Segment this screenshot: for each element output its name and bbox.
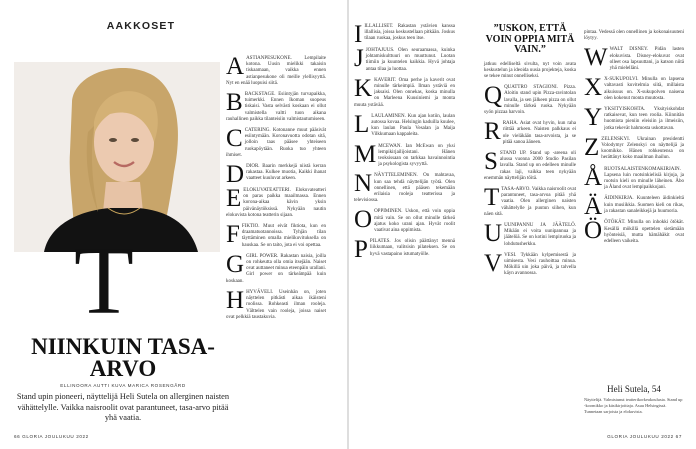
alphabet-entry (226, 161, 326, 189)
drop-letter: H (226, 286, 245, 314)
entry-text: ELOKUVATEATTERI. Elokuvateatteri on paras paikka maailmassa. Ennen korona-aikaa kävin yksin päivänäytöksissä. Nykyään nautin elokuvista kotona teatterin sijaan. (226, 188, 326, 218)
alphabet-entry (354, 236, 455, 264)
text-column-1 (226, 53, 326, 326)
alphabet-entry (484, 82, 576, 116)
drop-letter: Ä (584, 193, 603, 221)
entry-text: OPPIMINEN. Uskon, että voin oppia mitä vain. Se on ollut minulle tärkeä ajatus koko urani ajan. Hyvät roolit vaativat aina oppimista. (374, 209, 455, 234)
article-intro: Stand upin pioneeri, näyttelijä Heli Sutela on allerginen naisten vähättelylle. Vaikka naisroolit ovat parantuneet, tasa-arvo pitää yhä vaatia. (16, 392, 230, 422)
entry-text: TASA-ARVO. Vaikka naisroolit ovat parantuneet, tasa-arvoa pitää yhä vaatia. Olen allerginen naisten vähättelylle ja puutun siihen, kun näen sitä. (484, 186, 576, 217)
alphabet-entry (226, 286, 326, 321)
decorative-big-letter: T (74, 227, 134, 335)
drop-letter: Q (484, 82, 503, 110)
drop-letter: Y (584, 104, 603, 132)
drop-letter: F (226, 221, 240, 249)
entry-text: STAND UP. Stand up -areena oli alussa vuonna 2000 Studio Pasilan lavalla. Stand up on edelleen minulle rakas laji, vaikka teen nykyään enemmän näyttelijän töitä. (484, 150, 576, 181)
alphabet-entry (584, 217, 684, 245)
alphabet-entry (484, 118, 576, 146)
drop-letter: J (354, 45, 364, 72)
entry-text: KAVERIT. Oma perhe ja kaverit ovat minulle tärkeimpiä. Ilman ystäviä en jaksaisi. Olen onnekas, koska minulla on Marleena Kuusiniemi ja monta muuta ystävää. (354, 77, 455, 108)
entry-text: RAHA. Asiat ovat hyvin, kun raha riittää arkeen. Naisten palkkaus ei ole vieläkään tasa-arvoista, ja se pitää sanoa ääneen. (502, 121, 576, 145)
drop-letter: X (584, 74, 603, 102)
drop-letter: Z (584, 133, 600, 161)
entry-text: pintaa. Vedessä olen onnellinen ja kokonaisuuteni löytyy. (584, 30, 684, 42)
alphabet-entry (226, 125, 326, 159)
drop-letter: O (354, 206, 373, 234)
alphabet-entry (354, 74, 455, 109)
author-credit: ELLINOORA AUTTI KUVA MARICA ROSENGÅRD (60, 383, 186, 388)
text-column-3 (484, 24, 576, 283)
drop-letter: E (226, 185, 242, 213)
drop-letter: W (584, 44, 608, 72)
entry-text: JOHTAJUUS. Olen seuraamassa, kuinka johtamiskulttuuri on muuttunut. Luotan tiimiin ja kuuntelen kaikkia. Hyvä johtaja antaa tilaa ja luottaa. (365, 48, 455, 72)
page-gutter (347, 0, 349, 449)
entry-text: RUOTSALAISTENKOMAKIRJAIN. Lapsena luin ruotsinkielisiä kirjoja, ja ruotsin kieli on minulle läheinen. Åbo ja Åland ovat lempipaikkojani. (604, 166, 684, 191)
alphabet-entry (584, 30, 684, 42)
drop-letter: R (484, 118, 501, 146)
drop-letter: Ö (584, 217, 603, 245)
drop-letter: V (484, 249, 503, 277)
alphabet-entry (354, 110, 455, 139)
alphabet-entry (584, 133, 684, 162)
entry-text: GIRL POWER. Rakastan naisia, joilla on rohkeutta olla omia itsejään. Naiset ovat auttaneet minua eteenpäin urallani. Girl power on tärkeämpää kuin koskaan. (226, 253, 326, 284)
drop-letter: D (226, 161, 245, 189)
entry-text: X-SUKUPOLVI. Minulla on lapsena valtavasti kuvitelmia siitä, millaista aikuisuus on. X-sukupolven naisena olen kokenut monta muutosta. (604, 77, 684, 101)
alphabet-entry (484, 62, 576, 81)
alphabet-entry (584, 193, 684, 221)
alphabet-entry (484, 183, 576, 218)
text-column-2 (354, 21, 455, 264)
drop-letter: G (226, 250, 245, 278)
drop-letter: K (354, 74, 373, 102)
drop-letter: N (354, 170, 373, 198)
entry-text: MCEWAN. Ian McEwan on yksi lempikirjailijoistani. Hänen teoksissaan on tarkkaa havainnointia ja psykologista syvyyttä. (378, 143, 455, 168)
drop-letter: L (354, 110, 370, 138)
entry-text: VESI. Tykkään kylpemisestä ja uimisesta. Vesi rauhoittaa minua. Mökillä uin joka päivä, ja talvella käyn avannossa. (504, 252, 576, 277)
alphabet-entry (354, 45, 455, 73)
portrait-photo (14, 62, 220, 252)
entry-text: ÄIDINKIRJA. Kuunteleen äidinkieltä kuin musiikkia. Suomen kieli on rikas, ja rakastan sanaleikkejä ja huumoria. (604, 196, 684, 214)
alphabet-entry (226, 89, 326, 123)
entry-text: BACKSTAGE. Esiintyjän turvapaikka, tuimerkki. Ennen Ikoman suopeus tiskaisi. Vasta selvästi koskaan ei ollut valmistella valtti tuon aikana rauhallinen paikka tilanteisiin valmistautumiseen. (226, 92, 326, 122)
drop-letter: I (354, 21, 363, 48)
alphabet-entry (354, 170, 455, 204)
entry-text: FIKTIO. Muut eivät fiktiota, kun en draamatuotannoissa. Tyhjän tilan täyttäminen omalla mielikuvituksella on hauskaa. Se on taito, jota ei voi opettaa. (241, 224, 326, 248)
drop-letter: T (484, 183, 500, 211)
alphabet-entry (584, 74, 684, 102)
footer-left: 66 GLORIA JOULUKUU 2022 (14, 434, 89, 439)
person-name: Heli Sutela, 54 (607, 384, 661, 394)
entry-text: jatkuu edelliseltä sivulta, nyt voin avata keskustelun ja ideoida uusia projekteja, koska se tekee minut onnelliseksi. (484, 61, 576, 79)
entry-text: UUNIPANNU JA JÄÄTELÖ. Mikään ei voita uunipannua ja jäätelöä. Se on kotini lempiruoka ja lohdutusherkku. (504, 222, 576, 247)
entry-text: ILLALLISET. Rakastan ystävien kanssa illallisia, joissa keskustellaan pitkään. Joskus tilaan ruokaa, joskus teen itse. (364, 24, 455, 42)
entry-text: ASTIANPESUKONE. Lempilaite kotona. Uusin mielikki takaisin tiskaamaan, vaikka ennen astianpesukone oli meille ylellisyyttä. Nyt en enää luopuisi siitä. (226, 56, 326, 86)
alphabet-entry (354, 206, 455, 234)
alphabet-entry (484, 249, 576, 278)
entry-text: YKSITYISKOHTA. Yksityiskohdat ratkaisevat, kun teen roolia. Kiinnitän huomiota pieniin eleisiin ja ilmeisiin, jotka tekevät hahmosta uskottavan. (604, 107, 684, 131)
drop-letter: S (484, 147, 498, 175)
person-description: Näyttelijä. Valmistunut teatterikorkeakoulusta. Stand up -koomikko ja käsikirjoittaja. Asuu Helsingissä. Tunnetaan sarjoista ja elokuvista. (584, 397, 683, 414)
alphabet-entry (584, 44, 684, 72)
entry-text: ZELENSKYI. Ukrainan presidentti Volodymyr Zelenskyi on näyttelijä ja koomikko. Hänen rohkeutensa on herättänyt koko maailman ihailun. (601, 136, 684, 161)
alphabet-entry (226, 250, 326, 285)
alphabet-entry (226, 221, 326, 249)
entry-text: CATERING. Kotonanne muut pääsivät esiintymään. Koronavuotta odotan sitä, jolloin taas pääsee yhteiseen ruokapöytään. Ruoka tuo yhteen ihmiset. (226, 128, 326, 158)
drop-letter: U (484, 219, 503, 247)
pull-quote: ”USKON, ETTÄ VOIN OPPIA MITÄ VAIN.” (485, 23, 575, 55)
entry-text: LAULAMINEN. Kun ajan kotiin, laulan autossa kovaa. Helsingin kaduilla kuulee, kun laulan Paula Vesalan ja Maija Vilkkumaan kappaleita. (371, 113, 455, 138)
drop-letter: C (226, 125, 243, 153)
person-info-box (584, 384, 684, 414)
alphabet-entry (484, 147, 576, 182)
drop-letter: Å (584, 163, 603, 191)
drop-letter: P (354, 236, 368, 264)
drop-letter: B (226, 89, 243, 117)
alphabet-entry (584, 163, 684, 192)
alphabet-entry (484, 219, 576, 248)
text-column-4 (584, 30, 684, 250)
entry-text: HYVÄVELI. Useinhän on, joten näyttelen pitkästi aikaa ikäisteni roolissa. Rohkeasti ilman rooleja. Välttelen vain rooleja, joissa naiset ovat pelkkiä taustakuvia. (226, 289, 326, 320)
drop-letter: M (354, 140, 377, 168)
article-headline: NIINKUIN TASA-ARVO (31, 334, 215, 381)
entry-text: NÄYTTELEMINEN. On mahtavaa, kun saa tehdä näyttelijän työtä. Olen onnellinen, että pääsen tekemään erilaisia rooleja teatterissa ja televisiossa. (354, 173, 455, 204)
alphabet-entry (354, 140, 455, 169)
entry-text: DIOR. Baarin merkkejä niistä kerran rakastaa. Kulkee muotia, Kaikki ihanat vaatteet kuuluvat arkeen. (246, 164, 326, 182)
alphabet-entry (354, 21, 455, 48)
footer-right: GLORIA JOULUKUU 2022 67 (607, 434, 682, 439)
section-title: AAKKOSET (106, 20, 176, 32)
entry-text: ÖTÖKÄT. Minulla on inhokki ötökät. Kesällä mökillä opettelen sietämään hyönteisiä, mutta hämähäkit ovat edelleen vaikeita. (604, 220, 684, 245)
drop-letter: A (226, 53, 245, 80)
alphabet-entry (226, 185, 326, 219)
alphabet-entry (584, 104, 684, 132)
alphabet-entry (226, 53, 326, 87)
entry-text: PILATES. Jos olisin päättänyt mennä liikkumaan, valitsisin pilateksen. Se on hyvä vastapaino istumatyölle. (369, 239, 455, 257)
entry-text: QUATTRO STAGIONI. Pizza. Aloitin stand upin Pizza-ravintolan lavalla, ja sen jälkeen pizza on ollut minulle tärkeä ruoka. Nykyään syön pizzaa harvoin. (484, 85, 576, 115)
entry-text: WALT DISNEY. Pidän lasten elokuvista. Disney-elokuvat ovat olleet osa lapsuuttani, ja katson niitä yhä mielelläni. (609, 47, 684, 72)
